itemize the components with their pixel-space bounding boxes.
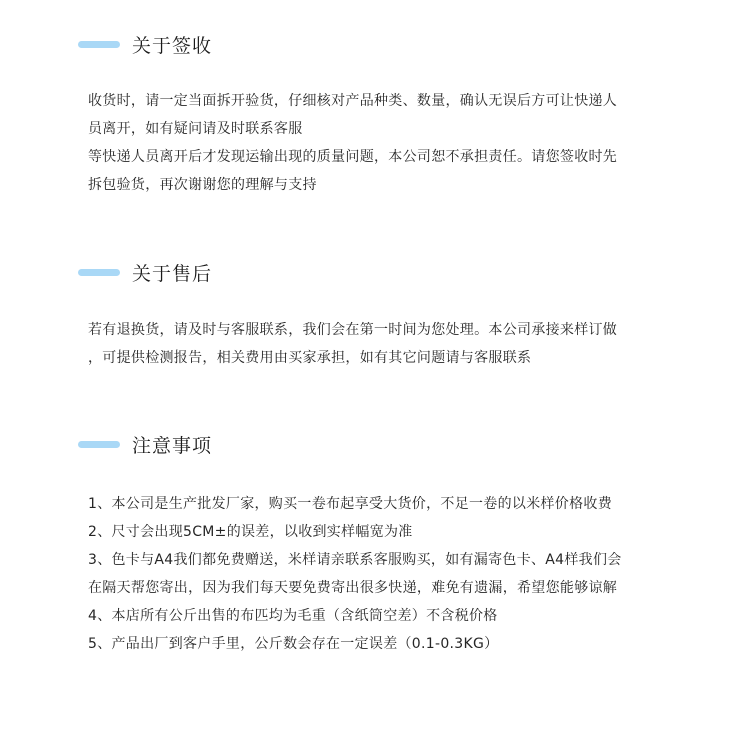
notes-list-item: 1、本公司是生产批发厂家，购买一卷布起享受大货价，不足一卷的以米样价格收费 bbox=[88, 496, 613, 512]
body-line: 员离开，如有疑问请及时联系客服 bbox=[88, 121, 303, 137]
body-line: 等快递人员离开后才发现运输出现的质量问题，本公司恕不承担责任。请您签收时先 bbox=[88, 149, 618, 165]
section-accent-bar bbox=[78, 41, 120, 48]
notes-list-item: 4、本店所有公斤出售的布匹均为毛重（含纸筒空差）不含税价格 bbox=[88, 608, 498, 624]
notes-list-item: 3、色卡与A4我们都免费赠送，米样请亲联系客服购买，如有漏寄色卡、A4样我们会 bbox=[88, 552, 622, 568]
section-header-notes bbox=[78, 428, 212, 460]
section-header-receipt bbox=[78, 28, 212, 60]
body-line: 拆包验货，再次谢谢您的理解与支持 bbox=[88, 177, 317, 193]
section-body-after-sales bbox=[88, 316, 668, 372]
section-title: 关于售后 bbox=[132, 262, 213, 285]
section-body-notes bbox=[88, 490, 668, 658]
body-line: ，可提供检测报告，相关费用由买家承担，如有其它问题请与客服联系 bbox=[88, 350, 532, 366]
notes-list-item: 2、尺寸会出现5CM±的误差，以收到实样幅宽为准 bbox=[88, 524, 413, 540]
section-title: 注意事项 bbox=[132, 434, 213, 457]
section-accent-bar bbox=[78, 441, 120, 448]
notes-list-item: 5、产品出厂到客户手里，公斤数会存在一定误差（0.1-0.3KG） bbox=[88, 636, 499, 652]
body-line: 若有退换货，请及时与客服联系，我们会在第一时间为您处理。本公司承接来样订做 bbox=[88, 322, 618, 338]
notes-list-item: 在隔天帮您寄出，因为我们每天要免费寄出很多快递，难免有遗漏，希望您能够谅解 bbox=[88, 580, 618, 596]
section-accent-bar bbox=[78, 269, 120, 276]
body-line: 收货时，请一定当面拆开验货，仔细核对产品种类、数量，确认无误后方可让快递人 bbox=[88, 93, 618, 109]
section-header-after-sales bbox=[78, 256, 212, 288]
section-body-receipt bbox=[88, 87, 668, 199]
section-title: 关于签收 bbox=[132, 34, 213, 57]
